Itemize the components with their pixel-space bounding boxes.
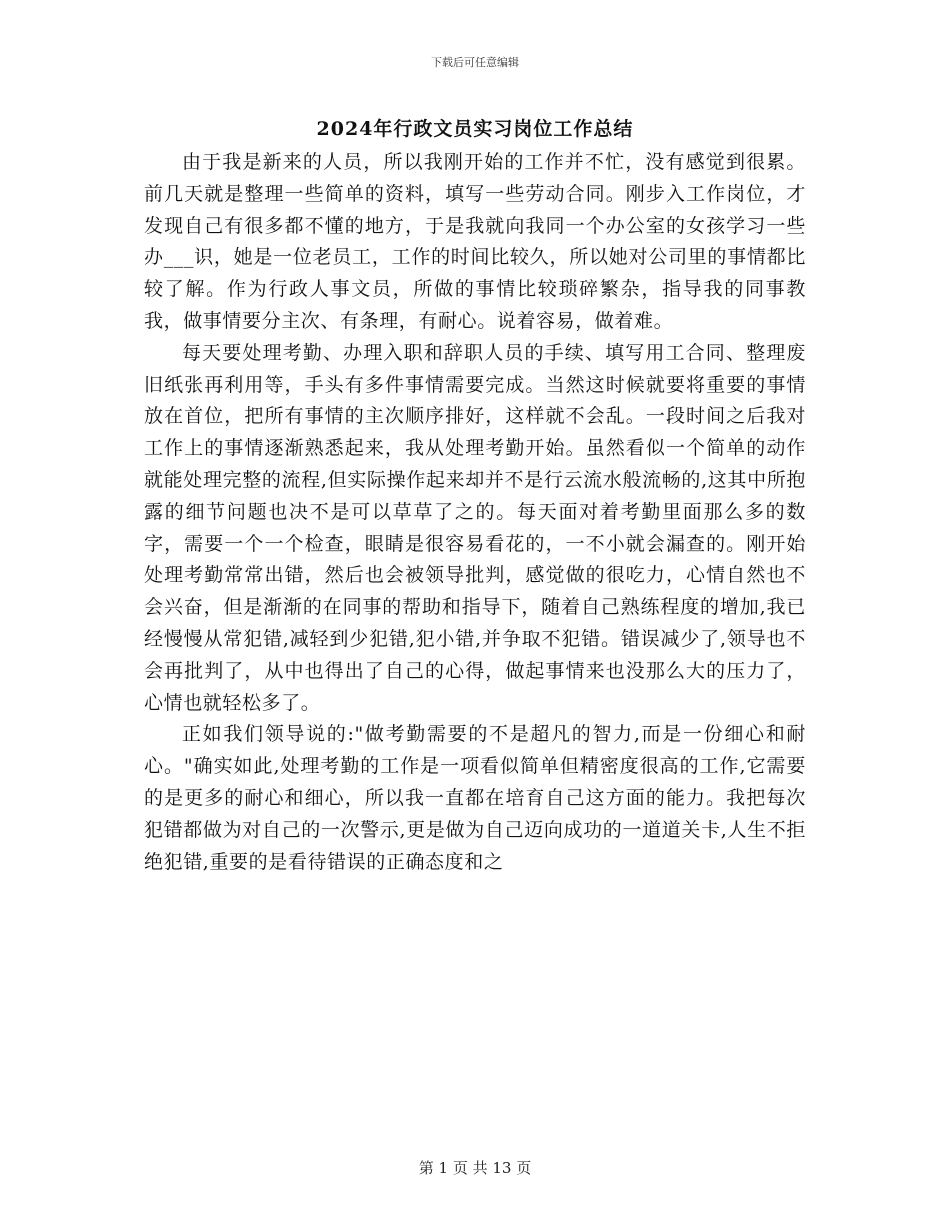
page-header-note: 下载后可任意编辑 <box>431 56 519 69</box>
paragraph-3: 正如我们领导说的:"做考勤需要的不是超凡的智力,而是一份细心和耐心。"确实如此,处理考勤的工作是一项看似简单但精密度很高的工作,它需要的是更多的耐心和细心，所以我一直都在培育自己这方面的能力。我把每次犯错都做为对自己的一次警示,更是做为自己迈向成功的一道道关卡,人生不拒绝犯错,重要的是看待错误的正确态度和之 <box>144 723 806 873</box>
paragraph-1: 由于我是新来的人员，所以我刚开始的工作并不忙，没有感觉到很累。前几天就是整理一些简单的资料，填写一些劳动合同。刚步入工作岗位，才发现自己有很多都不懂的地方，于是我就向我同一个办公室的女孩学习一些办___识，她是一位老员工，工作的时间比较久，所以她对公司里的事情都比较了解。作为行政人事文员，所做的事情比较琐碎繁杂，指导我的同事教我，做事情要分主次、有条理，有耐心。说着容易，做着难。 <box>144 151 806 332</box>
document-body <box>144 147 806 878</box>
page-number: 第 1 页 共 13 页 <box>418 1159 532 1177</box>
paragraph-2: 每天要处理考勤、办理入职和辞职人员的手续、填写用工合同、整理废旧纸张再利用等，手头有多件事情需要完成。当然这时候就要将重要的事情放在首位，把所有事情的主次顺序排好，这样就不会乱。一段时间之后我对工作上的事情逐渐熟悉起来，我从处理考勤开始。虽然看似一个简单的动作就能处理完整的流程,但实际操作起来却并不是行云流水般流畅的,这其中所抱露的细节问题也决不是可以草草了之的。每天面对着考勤里面那么多的数字，需要一个一个检查，眼睛是很容易看花的，一不小就会漏查的。刚开始处理考勤常常出错，然后也会被领导批判，感觉做的很吃力，心情自然也不会兴奋，但是渐渐的在同事的帮助和指导下，随着自己熟练程度的增加,我已经慢慢从常犯错,减轻到少犯错,犯小错,并争取不犯错。错误减少了,领导也不会再批判了，从中也得出了自己的心得，做起事情来也没那么大的压力了，心情也就轻松多了。 <box>144 341 806 714</box>
document-title: 2024年行政文员实习岗位工作总结 <box>316 118 634 140</box>
